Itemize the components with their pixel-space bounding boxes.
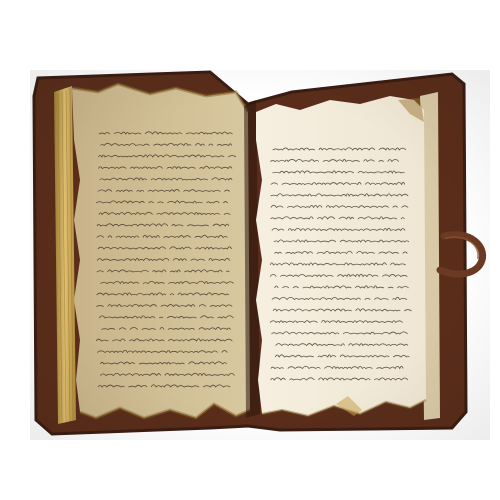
photo-vignette [30,70,490,440]
